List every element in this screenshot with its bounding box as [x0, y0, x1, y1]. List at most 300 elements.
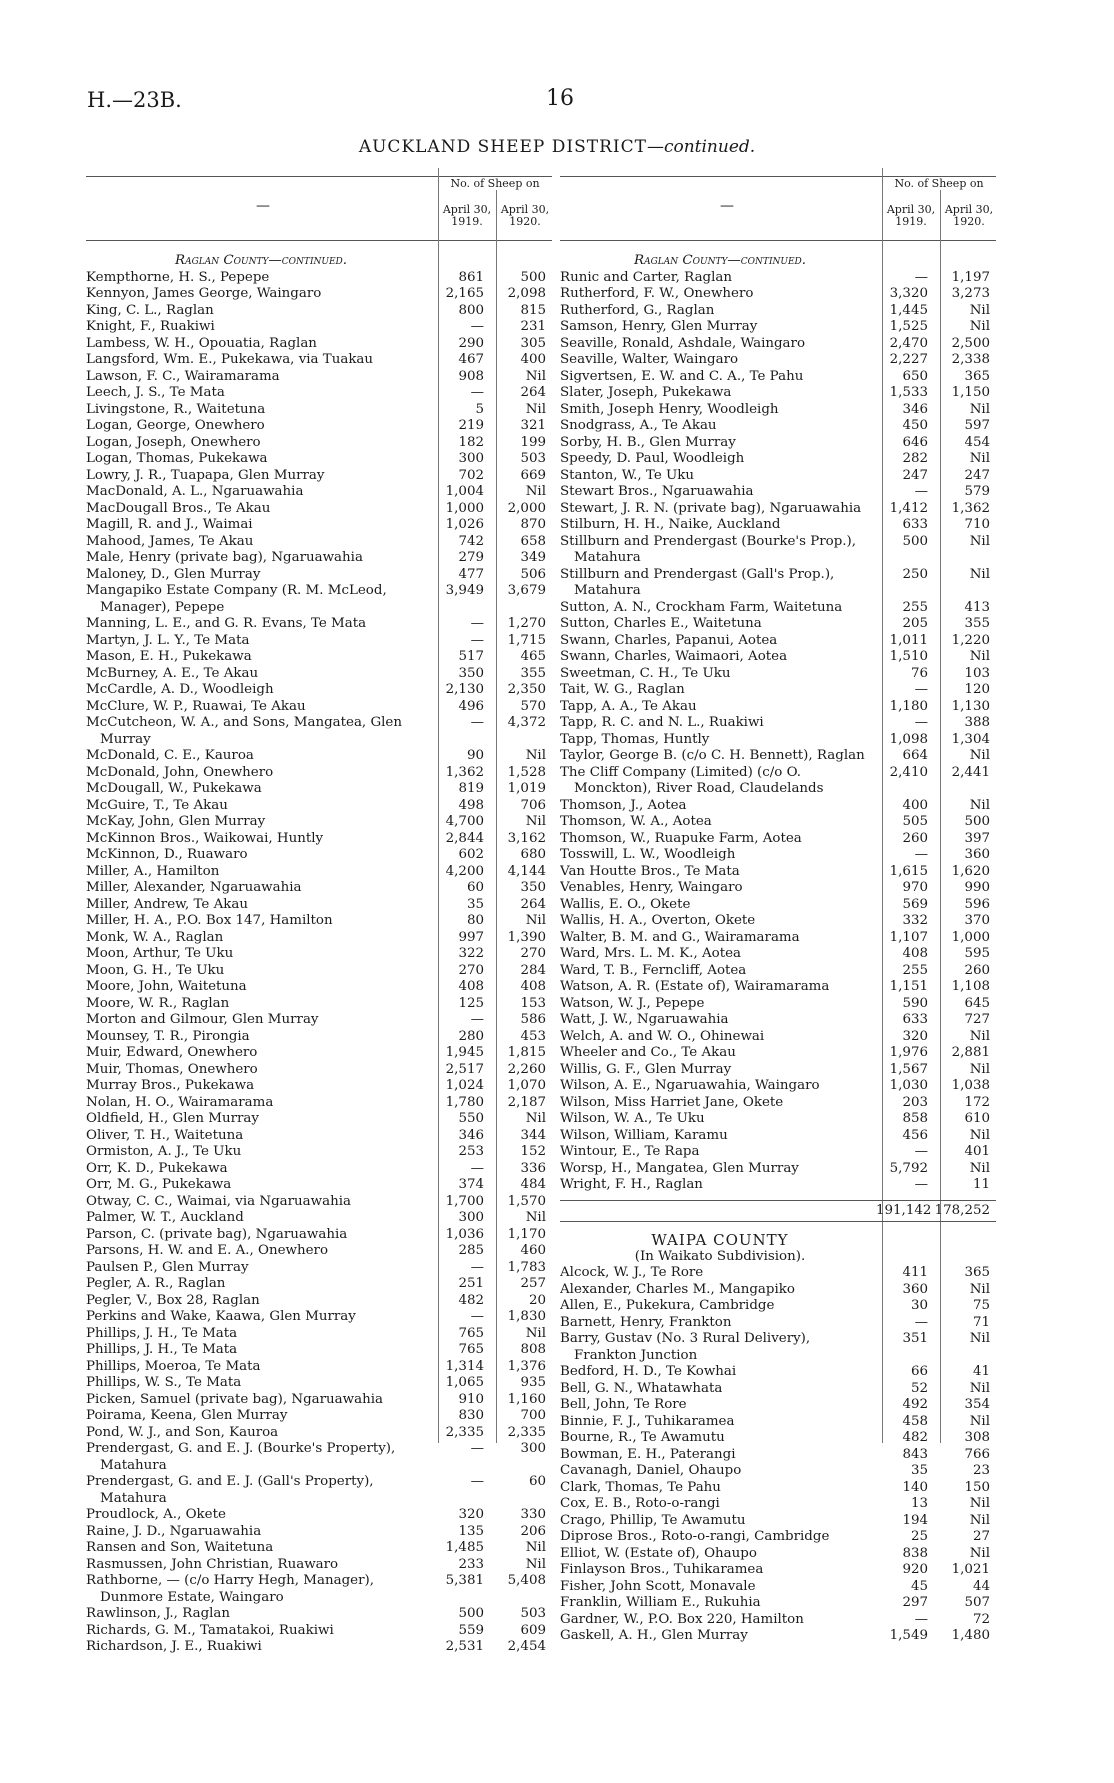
sheep-1920: 388 — [964, 715, 990, 730]
sheep-1919: 2,531 — [445, 1639, 484, 1654]
table-row — [86, 336, 552, 353]
owner-name: Pegler, V., Box 28, Raglan — [86, 1292, 260, 1308]
table-row — [86, 369, 552, 386]
left-header-1920: April 30, 1920. — [500, 203, 550, 228]
sheep-1919: 374 — [458, 1177, 484, 1192]
table-row — [560, 1144, 996, 1161]
left-header-dash: — — [256, 198, 270, 214]
sheep-1919: 5,381 — [445, 1573, 484, 1588]
owner-name: Watson, W. J., Pepepe — [560, 995, 705, 1011]
sheep-1920: 1,815 — [507, 1045, 546, 1060]
table-row — [560, 1546, 996, 1563]
sheep-1919: 1,615 — [889, 863, 928, 879]
table-row — [86, 1639, 552, 1656]
table-row — [560, 319, 996, 336]
sheep-1919: 90 — [466, 748, 484, 763]
sheep-1920: 300 — [520, 1441, 546, 1456]
sheep-1920: Nil — [969, 1512, 990, 1528]
sheep-1920: Nil — [969, 566, 990, 582]
owner-name: Moore, W. R., Raglan — [86, 995, 230, 1011]
left-section-heading — [86, 253, 552, 270]
table-row — [560, 748, 996, 765]
owner-name: Muir, Edward, Onewhero — [86, 1045, 258, 1060]
table-row — [86, 798, 552, 815]
owner-name: Mason, E. H., Pukekawa — [86, 649, 252, 664]
table-row — [86, 765, 552, 782]
owner-name: Franklin, William E., Rukuhia — [560, 1595, 761, 1610]
owner-name: Tapp, A. A., Te Akau — [560, 698, 697, 714]
owner-name: Binnie, F. J., Tuhikaramea — [560, 1413, 735, 1429]
sheep-1919: 458 — [902, 1413, 928, 1429]
sheep-1919: 602 — [458, 847, 484, 862]
sheep-1919: 4,700 — [445, 814, 484, 829]
owner-name: Taylor, George B. (c/o C. H. Bennett), Raglan — [560, 748, 865, 763]
table-row — [560, 1062, 996, 1079]
table-row — [86, 484, 552, 501]
table-row — [560, 1111, 996, 1128]
table-row — [86, 1078, 552, 1095]
page-number: 16 — [546, 86, 574, 111]
sheep-1919: 233 — [458, 1556, 484, 1572]
table-row — [560, 633, 996, 650]
owner-name: McDonald, C. E., Kauroa — [86, 748, 254, 763]
table-row — [86, 897, 552, 914]
table-row — [86, 979, 552, 996]
owner-name: Runic and Carter, Raglan — [560, 269, 733, 285]
owner-name: Tapp, R. C. and N. L., Ruakiwi — [560, 715, 764, 730]
sheep-1919: 1,107 — [889, 929, 928, 945]
sheep-1920: 408 — [520, 979, 546, 994]
sheep-1920: 344 — [520, 1127, 546, 1143]
owner-name: Slater, Joseph, Pukekawa — [560, 385, 732, 400]
right-rows-waipa — [560, 1265, 996, 1645]
sheep-1919: 633 — [902, 1012, 928, 1027]
owner-name: Crago, Phillip, Te Awamutu — [560, 1512, 746, 1528]
owner-name: Palmer, W. T., Auckland — [86, 1210, 244, 1225]
owner-name: Bedford, H. D., Te Kowhai — [560, 1364, 737, 1379]
sheep-1920: Nil — [525, 1210, 546, 1225]
sheep-1919: 346 — [902, 401, 928, 417]
sheep-1920: Nil — [525, 484, 546, 499]
sheep-1920: 2,350 — [507, 682, 546, 697]
table-row — [560, 1529, 996, 1546]
table-row — [86, 1062, 552, 1079]
page-code: H.—23B. — [87, 88, 182, 112]
table-row — [560, 616, 996, 633]
owner-name: Monk, W. A., Raglan — [86, 929, 224, 945]
owner-name: Stewart, J. R. N. (private bag), Ngaruawahia — [560, 500, 862, 516]
sheep-1920: 700 — [520, 1408, 546, 1423]
sheep-1920: 153 — [520, 995, 546, 1011]
sheep-1919: 279 — [458, 550, 484, 565]
table-row — [86, 1474, 552, 1507]
table-row — [560, 897, 996, 914]
sheep-1920: 4,144 — [507, 863, 546, 879]
sheep-1919: 45 — [910, 1578, 928, 1594]
sheep-1919: 1,004 — [445, 484, 484, 499]
sheep-1920: 1,000 — [951, 929, 990, 945]
sheep-1919: 260 — [902, 830, 928, 846]
owner-name: Bell, G. N., Whatawhata — [560, 1380, 723, 1396]
sheep-1919: 1,011 — [889, 632, 928, 648]
sheep-1920: 365 — [964, 368, 990, 384]
sheep-1920: Nil — [525, 814, 546, 829]
table-row — [560, 1331, 996, 1364]
sheep-1920: 503 — [520, 1606, 546, 1621]
sheep-1919: — — [914, 1177, 928, 1192]
sheep-1919: 997 — [458, 929, 484, 945]
sheep-1919: 320 — [902, 1028, 928, 1044]
sheep-1920: 150 — [964, 1479, 990, 1495]
sheep-1920: Nil — [969, 1281, 990, 1297]
sheep-1920: 199 — [520, 434, 546, 450]
owner-name: Lambess, W. H., Opouatia, Raglan — [86, 335, 317, 351]
table-row — [560, 1012, 996, 1029]
owner-name: Miller, Andrew, Te Akau — [86, 896, 248, 912]
owner-name: Thomson, W., Ruapuke Farm, Aotea — [560, 830, 802, 846]
table-row — [86, 468, 552, 485]
sheep-1919: — — [470, 1309, 484, 1324]
sheep-1920: 41 — [972, 1364, 990, 1379]
owner-name: Clark, Thomas, Te Pahu — [560, 1479, 721, 1495]
owner-name: Morton and Gilmour, Glen Murray — [86, 1012, 319, 1027]
sheep-1919: 300 — [458, 451, 484, 466]
table-row — [86, 1392, 552, 1409]
sheep-1919: 858 — [902, 1111, 928, 1126]
sheep-1920: 355 — [964, 616, 990, 631]
table-row — [86, 963, 552, 980]
owner-name: Livingstone, R., Waitetuna — [86, 401, 266, 417]
owner-name: Stilburn, H. H., Naike, Auckland — [560, 517, 781, 532]
table-row — [86, 385, 552, 402]
sheep-1919: 52 — [910, 1380, 928, 1396]
sheep-1919: 80 — [466, 913, 484, 928]
table-row — [86, 781, 552, 798]
sheep-1920: 264 — [520, 385, 546, 400]
sheep-1919: 482 — [902, 1430, 928, 1445]
table-row — [86, 930, 552, 947]
sheep-1919: 1,549 — [889, 1628, 928, 1643]
table-row — [560, 1282, 996, 1299]
sheep-1920: 401 — [964, 1144, 990, 1159]
owner-name: Watson, A. R. (Estate of), Wairamarama — [560, 979, 830, 994]
table-row — [560, 451, 996, 468]
table-row — [86, 1012, 552, 1029]
table-row — [560, 946, 996, 963]
owner-name: Sorby, H. B., Glen Murray — [560, 434, 736, 450]
owner-name: Smith, Joseph Henry, Woodleigh — [560, 401, 779, 417]
owner-name: Van Houtte Bros., Te Mata — [560, 863, 740, 879]
owner-name: Raine, J. D., Ngaruawahia — [86, 1523, 262, 1539]
sheep-1919: 282 — [902, 451, 928, 466]
table-row — [86, 567, 552, 584]
owner-name: Walter, B. M. and G., Wairamarama — [560, 929, 800, 945]
sheep-1919: 194 — [902, 1512, 928, 1528]
table-row — [86, 1309, 552, 1326]
owner-name: Ward, T. B., Ferncliff, Aotea — [560, 962, 747, 978]
sheep-1920: 506 — [520, 566, 546, 582]
right-header-1920: April 30, 1920. — [944, 203, 994, 228]
title-main: AUCKLAND SHEEP DISTRICT — [358, 137, 647, 157]
owner-name: Stanton, W., Te Uku — [560, 467, 695, 483]
left-section-label: Raglan County—continued. — [175, 253, 347, 268]
owner-name: Finlayson Bros., Tuhikaramea — [560, 1562, 764, 1577]
table-row — [560, 930, 996, 947]
sheep-1919: 1,567 — [889, 1061, 928, 1077]
table-row — [560, 286, 996, 303]
table-row — [86, 996, 552, 1013]
owner-name: McKay, John, Glen Murray — [86, 814, 266, 829]
owner-name: King, C. L., Raglan — [86, 302, 214, 318]
sheep-1920: 484 — [520, 1177, 546, 1192]
sheep-1919: 1,024 — [445, 1078, 484, 1093]
sheep-1920: Nil — [969, 797, 990, 813]
sheep-1919: 280 — [458, 1028, 484, 1044]
right-rows — [560, 270, 996, 1194]
table-row — [560, 402, 996, 419]
left-header-no-of-sheep: No. of Sheep on — [450, 177, 540, 190]
sheep-1919: 477 — [458, 566, 484, 582]
sheep-1920: 354 — [964, 1397, 990, 1412]
table-row — [560, 963, 996, 980]
sheep-1920: 1,480 — [951, 1628, 990, 1643]
owner-name: Orr, M. G., Pukekawa — [86, 1177, 232, 1192]
sheep-1919: 76 — [910, 665, 928, 681]
table-row — [560, 501, 996, 518]
sheep-1920: 570 — [520, 698, 546, 714]
sheep-1919: 1,362 — [445, 764, 484, 780]
sheep-1919: 1,780 — [445, 1094, 484, 1110]
sheep-1920: 706 — [520, 797, 546, 813]
sheep-1920: 2,260 — [507, 1061, 546, 1077]
table-row — [86, 1276, 552, 1293]
owner-name: Langsford, Wm. E., Pukekawa, via Tuakau — [86, 352, 374, 367]
sheep-1920: 460 — [520, 1243, 546, 1258]
table-row — [560, 1315, 996, 1332]
sheep-1919: 569 — [902, 896, 928, 912]
sheep-1920: 103 — [964, 665, 990, 681]
table-row — [86, 1540, 552, 1557]
sheep-1920: 1,220 — [951, 632, 990, 648]
table-row — [560, 468, 996, 485]
sheep-1919: 182 — [458, 434, 484, 450]
owner-name: Elliot, W. (Estate of), Ohaupo — [560, 1545, 757, 1561]
owner-name: Wintour, E., Te Rapa — [560, 1144, 700, 1159]
sheep-1920: 990 — [964, 880, 990, 895]
sheep-1920: 595 — [964, 946, 990, 961]
sheep-1920: Nil — [969, 451, 990, 466]
sheep-1919: 219 — [458, 418, 484, 433]
sheep-1919: 838 — [902, 1545, 928, 1561]
sheep-1920: Nil — [969, 1496, 990, 1511]
sheep-1919: 360 — [902, 1281, 928, 1297]
table-row — [86, 1293, 552, 1310]
sheep-1920: 3,273 — [951, 286, 990, 301]
owner-name: Phillips, J. H., Te Mata — [86, 1325, 238, 1341]
sheep-1920: 1,130 — [951, 698, 990, 714]
owner-name: Rawlinson, J., Raglan — [86, 1606, 231, 1621]
sheep-1919: 253 — [458, 1144, 484, 1159]
sheep-1920: 1,270 — [507, 616, 546, 631]
sheep-1920: 766 — [964, 1446, 990, 1462]
owner-name: Maloney, D., Glen Murray — [86, 566, 261, 582]
table-row — [560, 1595, 996, 1612]
sheep-1920: 260 — [964, 962, 990, 978]
sheep-1919: 1,485 — [445, 1540, 484, 1555]
sheep-1919: 2,335 — [445, 1424, 484, 1440]
table-row — [86, 699, 552, 716]
table-row — [560, 484, 996, 501]
sheep-1920: 680 — [520, 847, 546, 862]
table-row — [86, 1326, 552, 1343]
sheep-1920: 727 — [964, 1012, 990, 1027]
sheep-1920: 2,441 — [951, 764, 990, 780]
owner-name: Seaville, Ronald, Ashdale, Waingaro — [560, 335, 805, 351]
sheep-1920: 1,170 — [507, 1226, 546, 1242]
owner-name: Mahood, James, Te Akau — [86, 533, 254, 549]
sheep-1919: 135 — [458, 1523, 484, 1539]
owner-name: Oldfield, H., Glen Murray — [86, 1111, 259, 1126]
table-row — [86, 1375, 552, 1392]
sheep-1920: 2,338 — [951, 352, 990, 367]
sheep-1919: 251 — [458, 1276, 484, 1291]
table-row — [86, 748, 552, 765]
owner-name: Miller, A., Hamilton — [86, 863, 220, 879]
sheep-1920: Nil — [969, 1380, 990, 1396]
sheep-1920: Nil — [525, 401, 546, 417]
table-row — [86, 1227, 552, 1244]
sheep-1919: 247 — [902, 467, 928, 483]
sheep-1919: 1,976 — [889, 1045, 928, 1060]
sheep-1919: — — [914, 682, 928, 697]
sheep-1920: 815 — [520, 302, 546, 318]
table-row — [86, 946, 552, 963]
sheep-1920: 305 — [520, 335, 546, 351]
table-row — [86, 864, 552, 881]
sheep-1919: 664 — [902, 748, 928, 763]
owner-name: Paulsen P., Glen Murray — [86, 1259, 249, 1275]
owner-name: Ransen and Son, Waitetuna — [86, 1540, 274, 1555]
sheep-1920: Nil — [525, 368, 546, 384]
owner-name: Mangapiko Estate Company (R. M. McLeod, Manager), Pepepe — [86, 583, 387, 615]
sheep-1919: 2,130 — [445, 682, 484, 697]
table-row — [560, 1298, 996, 1315]
sheep-1919: 1,510 — [889, 649, 928, 664]
owner-name: Gardner, W., P.O. Box 220, Hamilton — [560, 1611, 804, 1627]
sheep-1919: 1,026 — [445, 517, 484, 532]
table-row — [86, 550, 552, 567]
sheep-1920: Nil — [969, 1061, 990, 1077]
table-row — [86, 1177, 552, 1194]
sheep-1919: 285 — [458, 1243, 484, 1258]
owner-name: Prendergast, G. and E. J. (Gall's Property), Matahura — [86, 1474, 374, 1506]
table-row — [86, 1524, 552, 1541]
sheep-1919: 140 — [902, 1479, 928, 1495]
owner-name: Thomson, W. A., Aotea — [560, 814, 712, 829]
sheep-1919: — — [914, 847, 928, 862]
sheep-1920: 360 — [964, 847, 990, 862]
right-body — [560, 253, 996, 1645]
sheep-1920: Nil — [525, 1111, 546, 1126]
table-row — [560, 1463, 996, 1480]
sheep-1919: 559 — [458, 1622, 484, 1638]
table-row — [560, 1579, 996, 1596]
sheep-1920: 120 — [964, 682, 990, 697]
sheep-1919: 5 — [475, 401, 484, 417]
sheep-1919: 861 — [458, 269, 484, 285]
sheep-1920: 330 — [520, 1507, 546, 1522]
sheep-1920: 507 — [964, 1595, 990, 1610]
left-body — [86, 253, 552, 1656]
owner-name: Miller, H. A., P.O. Box 147, Hamilton — [86, 913, 333, 928]
owner-name: Watt, J. W., Ngaruawahia — [560, 1012, 729, 1027]
sheep-1919: 633 — [902, 517, 928, 532]
sheep-1920: Nil — [969, 1028, 990, 1044]
sheep-1919: 843 — [902, 1446, 928, 1462]
sheep-1919: 255 — [902, 962, 928, 978]
owner-name: McGuire, T., Te Akau — [86, 797, 228, 813]
table-row — [86, 1425, 552, 1442]
owner-name: MacDonald, A. L., Ngaruawahia — [86, 484, 304, 499]
sheep-1919: 910 — [458, 1391, 484, 1407]
owner-name: Oliver, T. H., Waitetuna — [86, 1127, 244, 1143]
owner-name: Stillburn and Prendergast (Gall's Prop.), Matahura — [560, 566, 835, 598]
table-row — [560, 385, 996, 402]
total-1920: 178,252 — [934, 1202, 990, 1218]
sheep-1920: 2,187 — [507, 1094, 546, 1110]
owner-name: Lowry, J. R., Tuapapa, Glen Murray — [86, 467, 325, 483]
table-row — [86, 1194, 552, 1211]
sheep-1919: 270 — [458, 962, 484, 978]
table-row — [560, 715, 996, 732]
sheep-1919: — — [470, 1259, 484, 1275]
sheep-1919: — — [470, 1474, 484, 1489]
table-row — [560, 913, 996, 930]
table-row — [86, 402, 552, 419]
table-row — [86, 1359, 552, 1376]
owner-name: Ormiston, A. J., Te Uku — [86, 1144, 242, 1159]
owner-name: The Cliff Company (Limited) (c/o O. Monckton), River Road, Claudelands — [560, 764, 824, 796]
owner-name: Alexander, Charles M., Mangapiko — [560, 1281, 795, 1297]
owner-name: McCutcheon, W. A., and Sons, Mangatea, Glen Murray — [86, 715, 402, 747]
sheep-1919: 13 — [910, 1496, 928, 1511]
sheep-1920: 349 — [520, 550, 546, 565]
table-row — [86, 1441, 552, 1474]
table-row — [560, 1496, 996, 1513]
sheep-1919: 1,065 — [445, 1375, 484, 1390]
table-row — [86, 715, 552, 748]
table-row — [560, 418, 996, 435]
owner-name: Sutton, A. N., Crockham Farm, Waitetuna — [560, 599, 843, 615]
owner-name: Willis, G. F., Glen Murray — [560, 1061, 732, 1077]
sheep-1920: 1,362 — [951, 500, 990, 516]
owner-name: Cox, E. B., Roto-o-rangi — [560, 1496, 720, 1511]
owner-name: Lawson, F. C., Wairamarama — [86, 368, 280, 384]
owner-name: Poirama, Keena, Glen Murray — [86, 1408, 288, 1423]
sheep-1919: 650 — [902, 368, 928, 384]
table-row — [86, 501, 552, 518]
owner-name: Barnett, Henry, Frankton — [560, 1314, 732, 1330]
table-row — [86, 1161, 552, 1178]
owner-name: Tosswill, L. W., Woodleigh — [560, 847, 736, 862]
sheep-1919: 350 — [458, 665, 484, 681]
total-1919: 191,142 — [876, 1202, 932, 1218]
owner-name: Snodgrass, A., Te Akau — [560, 418, 717, 433]
table-row — [560, 1265, 996, 1282]
owner-name: Miller, Alexander, Ngaruawahia — [86, 880, 302, 895]
owner-name: Swann, Charles, Waimaori, Aotea — [560, 649, 788, 664]
sheep-1920: 27 — [972, 1529, 990, 1544]
